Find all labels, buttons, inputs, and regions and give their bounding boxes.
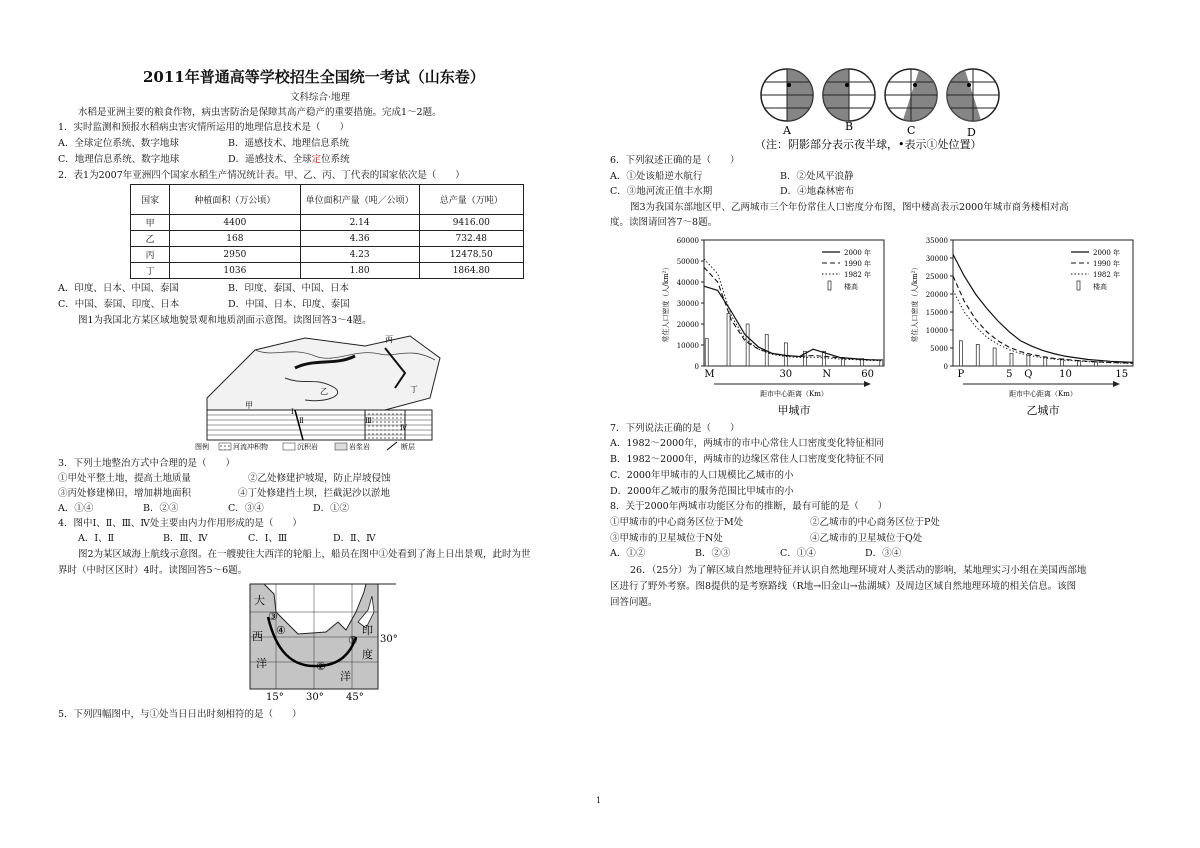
question-2: 2．表1为2007年亚洲四个国家水稻生产情况统计表。甲、乙、丙、丁代表的国家依次是（ ） [58,170,465,181]
legend-fault: 断层 [401,443,415,451]
map-lon-15: 15° [266,692,284,703]
y-tick-label: 35000 [925,237,948,245]
plot-frame [953,240,1133,366]
y-tick-label: 20000 [925,291,948,299]
circle-d [947,69,999,121]
q6-option-a: A．①处该船逆水航行 [610,171,703,182]
y-tick-label: 50000 [676,258,699,266]
question-7: 7．下列说法正确的是（ ） [610,423,740,434]
y-tick-label: 10000 [676,342,699,350]
figure-1-landscape [195,328,445,453]
legend-building-swatch [1077,281,1080,290]
building-bar [1027,355,1030,366]
series-line-2 [953,290,1133,363]
question-1: 1．实时监测和预报水稻病虫害灾情所运用的地理信息技术是（ ） [58,122,350,133]
y-tick-label: 30000 [925,255,948,263]
q8-option-c: C．①④ [780,548,816,559]
chart-city-jia [640,232,900,422]
q3-statement-4: ④丁处修建挡土坝，拦截泥沙以淤地 [238,488,391,499]
table-header: 单位面积产量（吨／公顷） [300,185,419,215]
q3-option-b: B．②③ [143,503,179,514]
map-label-yang1: 洋 [256,657,267,670]
table-cell: 12478.50 [419,247,523,263]
label-bing: 丙 [385,335,393,344]
q7-option-d: D．2000年乙城市的服务范围比甲城市的小 [610,486,794,497]
table-cell: 乙 [131,231,170,247]
q3-option-c: C．③④ [228,503,264,514]
rice-table [130,184,524,279]
y-tick-label: 0 [943,363,948,371]
map-point-1: ① [348,634,358,647]
q7-option-a: A．1982～2000年，两城市的市中心常住人口密度变化特征相同 [610,438,884,449]
legend-label: 楼高 [1093,283,1107,291]
building-bar [746,324,749,366]
legend-building-swatch [828,281,831,290]
table-row [131,231,524,247]
figure-2-route-map [246,582,406,704]
y-tick-label: 10000 [925,327,948,335]
table-cell: 4400 [170,215,300,231]
building-bar [784,343,787,366]
question-8: 8．关于2000年两城市功能区分布的推断，最有可能的是（ ） [610,501,888,512]
q6-option-c: C．③地河流正值丰水期 [610,186,713,197]
chart-title: 甲城市 [777,404,811,417]
table-header: 国家 [131,185,170,215]
q4-option-c: C．Ⅰ、Ⅲ [248,533,288,544]
circle-label-a: A [783,124,791,137]
table-cell: 甲 [131,215,170,231]
map-point-3: ③ [268,610,278,623]
page-number: 1 [596,796,602,805]
q2-option-c: C．中国、泰国、印度、日本 [58,299,180,310]
legend-alluvium: 河流冲积物 [233,443,268,451]
table-cell: 丁 [131,263,170,279]
question-4: 4．图中Ⅰ、Ⅱ、Ⅲ、Ⅳ处主要由内力作用形成的是（ ） [58,518,302,529]
q2-option-b: B．印度、泰国、中国、日本 [228,283,349,294]
legend-label: 1990 年 [1093,260,1121,268]
figure-2-intro-line1: 图2为某区域海上航线示意图。在一艘驶往大西洋的轮船上，船员在图中①处看到了海上日出景观，此时为世 [78,549,531,560]
table-cell: 1036 [170,263,300,279]
table-cell: 168 [170,231,300,247]
building-bar [959,341,962,366]
label-ding: 丁 [410,385,418,394]
map-label-yang2: 洋 [340,670,351,683]
building-bar [993,348,996,366]
x-tick-label: M [704,369,715,380]
series-line-0 [704,286,881,360]
y-tick-label: 15000 [925,309,948,317]
question-6: 6．下列叙述正确的是（ ） [610,155,740,166]
map-label-yin: 印 [362,624,373,637]
label-IV: Ⅳ [400,424,407,432]
q7-option-b: B．1982～2000年，两城市的边缘区常住人口密度变化特征不同 [610,454,884,465]
q3-statement-1: ①甲处平整土地，提高土地质量 [58,473,192,484]
legend-label: 1982 年 [844,271,872,279]
table-row [131,215,524,231]
series-line-1 [704,267,881,360]
q8-statement-2: ②乙城市的中心商务区位于P处 [810,517,940,528]
q8-statement-3: ③甲城市的卫星城位于N处 [610,533,723,544]
q1-option-a: A．全球定位系统、数字地球 [58,138,179,149]
map-label-du: 度 [362,648,373,661]
table-cell: 丙 [131,247,170,263]
circle-label-d: D [967,126,976,139]
x-tick-label: 5 [1006,369,1013,380]
x-tick-label: P [957,369,965,380]
chart-title: 乙城市 [1026,404,1060,417]
x-tick-label: 30 [779,369,793,380]
q6-option-b: B．②处风平浪静 [780,171,854,182]
y-tick-label: 5000 [930,345,948,353]
label-jia: 甲 [245,401,253,410]
q8-statement-4: ④乙城市的卫星城位于Q处 [810,533,923,544]
circle-c [885,69,937,121]
legend-igneous: 岩浆岩 [349,443,370,451]
question-3: 3．下列土地整治方式中合理的是（ ） [58,458,236,469]
plot-frame [704,240,884,366]
building-bar [976,344,979,366]
y-tick-label: 40000 [676,279,699,287]
chart-city-yi [911,232,1140,422]
map-lon-45: 45° [346,692,364,703]
table-row [131,247,524,263]
label-II: Ⅱ [299,417,304,425]
exam-title: 2011年普通高等学校招生全国统一考试（山东卷） [143,68,485,86]
table-cell: 1864.80 [419,263,523,279]
table-cell: 732.48 [419,231,523,247]
q8-option-d: D．③④ [865,548,902,559]
q3-option-d: D．①② [313,503,350,514]
circle-note: （注：阴影部分表示夜半球，•表示①处位置） [755,138,982,151]
y-tick-label: 30000 [676,300,699,308]
q4-option-d: D．Ⅱ、Ⅳ [333,533,376,544]
x-tick-label: Q [1024,369,1033,380]
intro-1-2: 水稻是亚洲主要的粮食作物，病虫害防治是保障其高产稳产的重要措施。完成1～2题。 [78,107,442,118]
q3-statement-3: ③丙处修建梯田，增加耕地面积 [58,488,192,499]
map-label-xi: 西 [252,630,263,643]
figure-sunrise-circles [755,60,1015,155]
legend-title: 图例 [195,443,209,451]
figure-2-intro-line2: 界时（中时区区时）4时。读图回答5～6题。 [58,565,248,576]
x-axis-arrowhead [864,381,871,387]
q1-option-c: C．地理信息系统、数字地球 [58,154,180,165]
legend-label: 1982 年 [1093,271,1121,279]
q8-option-b: B．②③ [695,548,731,559]
q3-statement-2: ②乙处修建护坡堤，防止岸坡侵蚀 [248,473,391,484]
question-26-line3: 回答问题。 [610,597,658,608]
x-axis-arrowhead [1113,381,1120,387]
q2-option-d: D．中国、日本、印度、泰国 [228,299,350,310]
q2-option-a: A．印度、日本、中国、泰国 [58,283,179,294]
label-I: Ⅰ [291,408,294,416]
x-tick-label: N [822,369,832,380]
building-bar [705,339,708,366]
figure-3-intro-line2: 度。读图请回答7～8题。 [610,217,718,228]
building-bar [727,314,730,367]
table-cell: 1.80 [300,263,419,279]
legend-label: 楼高 [844,283,858,291]
y-tick-label: 20000 [676,321,699,329]
q1-option-b: B．遥感技术、地理信息系统 [228,138,349,149]
legend-label: 2000 年 [844,249,872,257]
table-header: 种植面积（万公顷） [170,185,300,215]
figure-1-intro: 图1为我国北方某区域地貌景观和地质剖面示意图。读图回答3～4题。 [78,315,372,326]
circle-label-c: C [907,124,916,137]
q7-option-c: C．2000年甲城市的人口规模比乙城市的小 [610,470,794,481]
table-cell: 9416.00 [419,215,523,231]
question-5: 5．下列四幅图中，与①处当日日出时刻相符的是（ ） [58,709,302,720]
map-label-da: 大 [254,594,265,607]
table-cell: 2950 [170,247,300,263]
building-bar [1010,353,1013,366]
x-tick-label: 10 [1059,369,1072,380]
map-lon-30: 30° [306,692,324,703]
table-cell: 2.14 [300,215,419,231]
map-point-4: ④ [276,624,286,637]
label-III: Ⅲ [365,417,372,425]
legend-sedimentary: 沉积岩 [297,443,318,451]
question-26-line1: 26．（25分）为了解区域自然地理特征并认识自然地理环境对人类活动的影响，某地理实习小组在美国西部地 [630,565,1087,576]
building-bar [1044,357,1047,366]
circle-label-b: B [845,120,854,133]
q4-option-b: B．Ⅲ、Ⅳ [163,533,208,544]
circle-a [761,69,813,121]
circle-b [823,69,875,121]
table-row [131,263,524,279]
y-axis-label: 常住人口密度（人/km²） [662,263,670,343]
table-header: 总产量（万吨） [419,185,523,215]
q4-option-a: A．Ⅰ、Ⅱ [78,533,115,544]
y-axis-label: 常住人口密度（人/km²） [911,263,919,343]
q6-option-d: D．④地森林密布 [780,186,855,197]
map-lat-30: 30° [380,634,398,645]
x-tick-label: 15 [1115,369,1129,380]
question-26-line2: 区进行了野外考察。图8提供的是考察路线（R地→旧金山→盐湖城）及周边区域自然地理环境的相关信息。该图 [610,581,1077,592]
q3-option-a: A．①④ [58,503,94,514]
map-point-2: ② [316,660,326,673]
table-cell: 4.36 [300,231,419,247]
x-tick-label: 60 [861,369,875,380]
x-axis-label: 距市中心距离（Km） [1009,390,1077,398]
y-tick-label: 0 [694,363,699,371]
legend-label: 2000 年 [1093,249,1121,257]
figure-3-intro-line1: 图3为我国东部地区甲、乙两城市三个年份常住人口密度分布图，图中楼高表示2000年城市商务楼相对高 [630,202,1069,213]
q1-option-d: D．遥感技术、全球定位系统 [228,154,350,165]
label-yi: 乙 [320,387,328,396]
y-tick-label: 25000 [925,273,948,281]
table-cell: 4.23 [300,247,419,263]
x-axis-label: 距市中心距离（Km） [760,390,828,398]
q8-statement-1: ①甲城市的中心商务区位于M处 [610,517,744,528]
q8-option-a: A．①② [610,548,646,559]
subtitle: 文科综合·地理 [290,92,351,103]
y-tick-label: 60000 [676,237,699,245]
legend-label: 1990 年 [844,260,872,268]
